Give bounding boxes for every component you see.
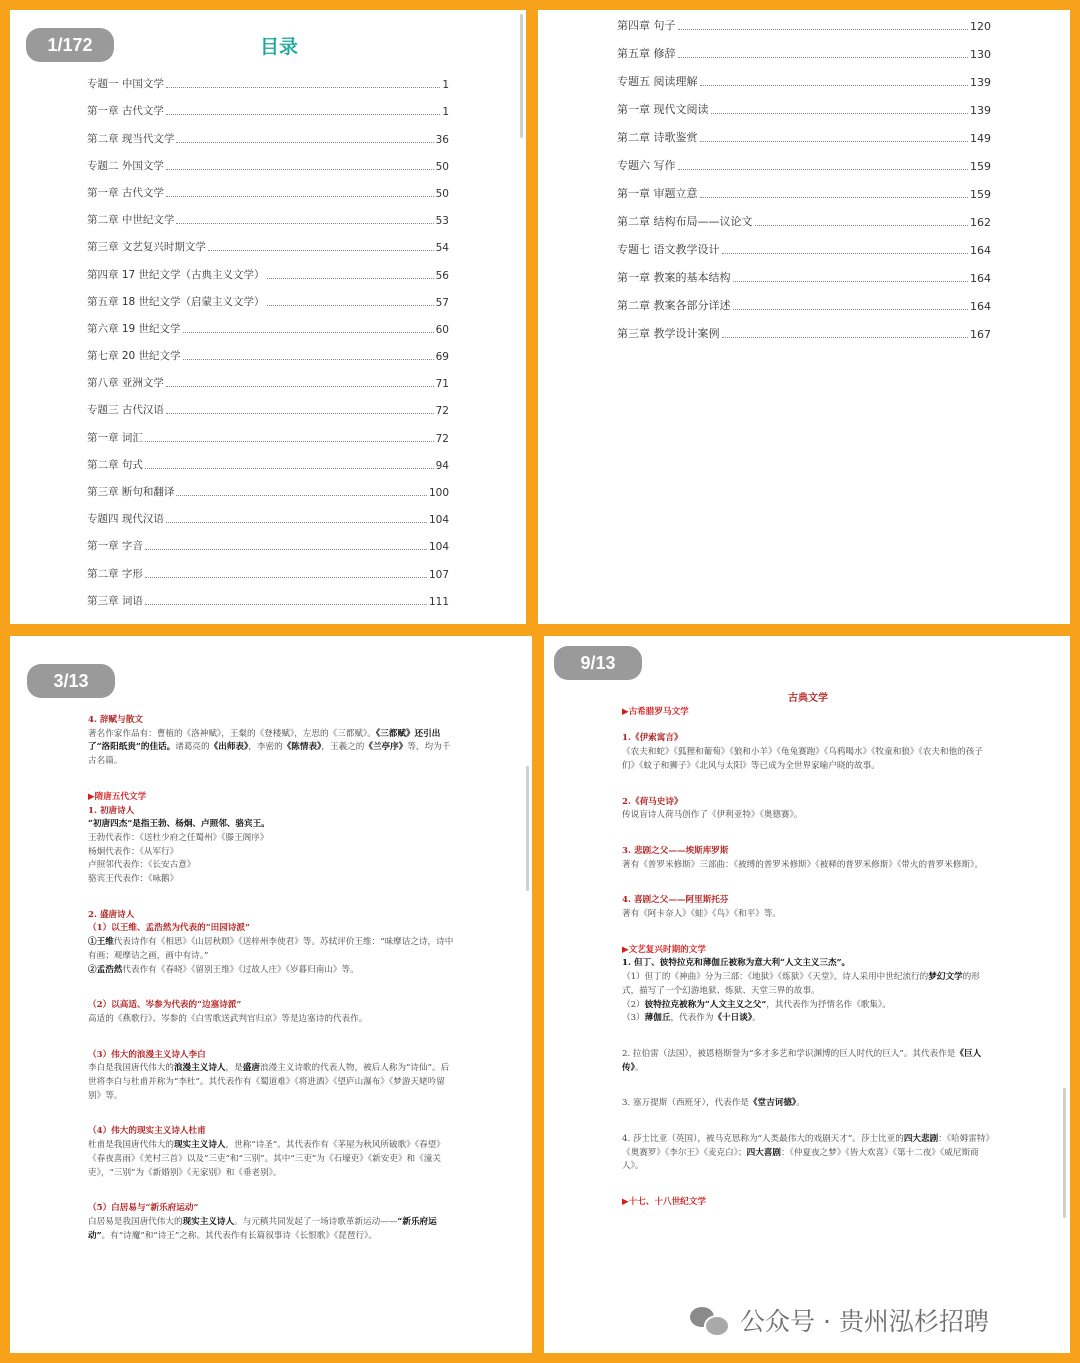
toc-entry-page: 57 xyxy=(435,296,449,309)
toc-entry-page: 60 xyxy=(435,323,449,336)
toc-entry-page: 139 xyxy=(970,76,991,89)
toc-entry[interactable] xyxy=(87,254,449,281)
toc-entry[interactable] xyxy=(87,309,449,336)
toc-entry[interactable] xyxy=(617,201,991,229)
toc-entry-label: 第二章 教案各部分详述 xyxy=(617,299,731,312)
toc-entry-page: 107 xyxy=(428,568,449,581)
toc-entry[interactable] xyxy=(617,33,991,61)
subsection-heading: （1）以王维、孟浩然为代表的“田园诗派” xyxy=(88,923,250,934)
toc-entry-page: 104 xyxy=(428,541,449,554)
toc-entry[interactable] xyxy=(87,553,449,580)
paragraph: 白居易是我国唐代伟大的现实主义诗人。与元稹共同发起了一场诗歌革新运动——“新乐府运动”。有“诗魔”和“诗王”之称。其代表作有长篇叙事诗《长恨歌》《琵琶行》。 xyxy=(88,1216,437,1241)
paragraph: 著名作家作品有：曹植的《洛神赋》，王粲的《登楼赋》，左思的《三都赋》。《三都赋》还引出了“洛阳纸贵”的佳话。诸葛亮的《出师表》，李密的《陈情表》，王羲之的《兰亭序》等，均为千古名篇。 xyxy=(88,728,451,767)
toc-entry-page: 164 xyxy=(970,300,991,313)
section-title: ▶隋唐五代文学 xyxy=(88,791,147,802)
section-title: ▶文艺复兴时期的文学 xyxy=(622,944,706,955)
section-title: ▶古希腊罗马文学 xyxy=(622,706,689,717)
toc-page-2 xyxy=(538,10,1070,624)
document-body xyxy=(88,714,454,1243)
section-heading: 2. 盛唐诗人 xyxy=(88,909,135,920)
dot-leader xyxy=(722,253,969,254)
page-counter-badge: 3/13 xyxy=(27,664,115,698)
toc-entry-label: 第二章 中世纪文学 xyxy=(87,214,175,227)
section-title: ▶十七、十八世纪文学 xyxy=(622,1197,706,1208)
dot-leader xyxy=(183,359,434,360)
dot-leader xyxy=(145,577,427,578)
paragraph: 4. 莎士比亚（英国），被马克思称为“人类最伟大的戏剧天才”。莎士比亚的四大悲剧：《哈姆雷特》《奥赛罗》《李尔王》《麦克白》；四大喜剧：《仲夏夜之梦》《皆大欢喜》《第十二夜》《威尼斯商人》。 xyxy=(622,1134,990,1172)
paragraph: （1）但丁的《神曲》分为三部：《地狱》《炼狱》《天堂》。诗人采用中世纪流行的梦幻文学的形式，描写了一个幻游地狱、炼狱、天堂三界的故事。 xyxy=(622,972,980,996)
toc-entry[interactable] xyxy=(87,282,449,309)
dot-leader xyxy=(700,141,969,142)
dot-leader xyxy=(166,114,440,115)
dot-leader xyxy=(166,413,434,414)
toc-entry[interactable] xyxy=(617,89,991,117)
toc-page-1 xyxy=(10,10,526,624)
paragraph: 杨炯代表作：《从军行》 xyxy=(88,846,179,857)
dot-leader xyxy=(145,604,427,605)
toc-entry-page: 100 xyxy=(428,487,449,499)
toc-entry-page: 36 xyxy=(435,133,449,146)
page-counter-badge: 1/172 xyxy=(26,28,114,62)
toc-entry-page: 50 xyxy=(435,187,449,200)
toc-entry-label: 专题七 语文教学设计 xyxy=(617,243,720,256)
toc-entry-page: 159 xyxy=(970,188,991,201)
paragraph: 《农夫和蛇》《狐狸和葡萄》《狼和小羊》《龟兔赛跑》《乌鸦喝水》《牧童和狼》《农夫和他的孩子们》《蚊子和狮子》《北风与太阳》等已成为全世界家喻户晓的故事。 xyxy=(622,747,983,771)
toc-entry-page: 71 xyxy=(435,378,449,391)
paragraph: 杜甫是我国唐代伟大的现实主义诗人，世称“诗圣”。其代表作有《茅屋为秋风所破歌》《春望》《春夜喜雨》《羌村三首》以及“三吏”和“三别”。其中“三吏”为《石壕吏》《新安吏》和《潼关吏》，“三别”为《新婚别》《无家别》和《垂老别》。 xyxy=(88,1140,445,1178)
toc-entry-label: 第一章 词汇 xyxy=(87,431,143,444)
dot-leader xyxy=(176,495,427,496)
section-heading: 1.《伊索寓言》 xyxy=(622,733,683,744)
toc-list xyxy=(87,64,449,608)
document-body xyxy=(622,692,994,1210)
paragraph: ①王维代表诗作有《相思》《山居秋暝》《送梓州李使君》等。苏轼评价王维：“味摩诘之诗，诗中有画；观摩诘之画，画中有诗。” xyxy=(88,937,454,961)
toc-entry-page: 130 xyxy=(970,48,991,61)
toc-entry-label: 专题六 写作 xyxy=(617,159,676,172)
toc-entry-label: 第一章 古代文学 xyxy=(87,105,164,118)
toc-entry-label: 专题二 外国文学 xyxy=(87,159,164,172)
toc-entry-label: 专题五 阅读理解 xyxy=(617,75,698,88)
paragraph: “初唐四杰”是指王勃、杨炯、卢照邻、骆宾王。 xyxy=(88,819,270,830)
toc-entry-label: 第三章 词语 xyxy=(87,594,143,607)
toc-entry[interactable] xyxy=(617,173,991,201)
dot-leader xyxy=(166,169,434,170)
toc-entry[interactable] xyxy=(87,363,449,390)
paragraph: 李白是我国唐代伟大的浪漫主义诗人，是盛唐浪漫主义诗歌的代表人物，被后人称为“诗仙”。后世将李白与杜甫并称为“李杜”。其代表作有《蜀道难》《将进酒》《望庐山瀑布》《梦游天姥吟留别》等。 xyxy=(88,1063,450,1101)
scrollbar[interactable] xyxy=(1063,1088,1066,1218)
document-page-9 xyxy=(544,636,1070,1353)
toc-title: 目录 xyxy=(260,36,299,58)
dot-leader xyxy=(166,87,440,88)
toc-entry[interactable] xyxy=(87,581,449,608)
toc-list xyxy=(617,10,991,341)
dot-leader xyxy=(722,337,969,338)
toc-entry[interactable] xyxy=(87,499,449,526)
toc-entry-label: 第二章 句式 xyxy=(87,458,143,471)
toc-entry[interactable] xyxy=(87,445,449,472)
page-counter-badge: 9/13 xyxy=(554,646,642,680)
toc-entry[interactable] xyxy=(87,472,449,499)
toc-entry[interactable] xyxy=(617,61,991,89)
document-title: 古典文学 xyxy=(788,693,828,704)
toc-entry[interactable] xyxy=(617,117,991,145)
toc-entry-page: 104 xyxy=(428,514,449,527)
toc-entry-page: 50 xyxy=(435,160,449,173)
toc-entry-label: 第四章 句子 xyxy=(617,19,676,32)
dot-leader xyxy=(166,386,434,387)
toc-entry-page: 164 xyxy=(970,244,991,257)
toc-entry-page: 1 xyxy=(442,79,449,92)
toc-entry-label: 第八章 亚洲文学 xyxy=(87,377,164,390)
watermark-text: 公众号 · 贵州泓杉招聘 xyxy=(740,1307,989,1336)
toc-entry-label: 专题三 古代汉语 xyxy=(87,404,164,417)
toc-entry[interactable] xyxy=(87,118,449,145)
dot-leader xyxy=(145,468,434,469)
paragraph: 传说盲诗人荷马创作了《伊利亚特》《奥德赛》。 xyxy=(622,810,803,821)
toc-entry[interactable] xyxy=(617,229,991,257)
toc-entry-label: 第三章 教学设计案例 xyxy=(617,327,720,340)
paragraph: 骆宾王代表作：《咏鹅》 xyxy=(88,874,179,885)
scrollbar[interactable] xyxy=(520,14,523,138)
dot-leader xyxy=(755,225,969,226)
toc-entry-label: 第一章 古代文学 xyxy=(87,186,164,199)
toc-entry-page: 167 xyxy=(970,328,991,341)
paragraph: ②孟浩然代表作有《春晓》《留别王维》《过故人庄》《岁暮归南山》等。 xyxy=(88,964,359,975)
dot-leader xyxy=(145,549,427,550)
toc-entry-page: 164 xyxy=(970,272,991,285)
toc-entry-page: 1 xyxy=(442,106,449,119)
toc-entry-page: 139 xyxy=(970,104,991,117)
toc-entry[interactable] xyxy=(87,200,449,227)
dot-leader xyxy=(267,305,434,306)
paragraph: 3. 塞万提斯（西班牙），代表作是《堂吉诃德》。 xyxy=(622,1098,805,1109)
section-heading: 2.《荷马史诗》 xyxy=(622,796,683,807)
dot-leader xyxy=(733,309,969,310)
section-heading: 4. 喜剧之父——阿里斯托芬 xyxy=(622,895,729,906)
subsection-heading: （4）伟大的现实主义诗人杜甫 xyxy=(88,1126,206,1137)
toc-entry-page: 56 xyxy=(435,269,449,282)
paragraph: 2. 拉伯雷（法国），被恩格斯誉为“多才多艺和学识渊博的巨人时代的巨人”。其代表作是《巨人传》。 xyxy=(622,1048,982,1073)
toc-entry[interactable] xyxy=(617,285,991,313)
toc-entry[interactable] xyxy=(87,390,449,417)
toc-entry[interactable] xyxy=(87,91,449,118)
toc-entry[interactable] xyxy=(87,336,449,363)
toc-entry[interactable] xyxy=(617,10,991,33)
paragraph: 高适的《燕歌行》、岑参的《白雪歌送武判官归京》等是边塞诗的代表作。 xyxy=(88,1013,368,1024)
dot-leader xyxy=(166,196,434,197)
dot-leader xyxy=(145,441,434,442)
paragraph: 著有《普罗米修斯》三部曲：《被缚的普罗米修斯》《被释的普罗米修斯》《带火的普罗米修斯》。 xyxy=(622,859,983,870)
toc-entry-label: 第一章 现代文阅读 xyxy=(617,103,709,116)
toc-entry-label: 第四章 17 世纪文学（古典主义文学） xyxy=(87,268,265,281)
dot-leader xyxy=(678,29,969,30)
toc-entry[interactable] xyxy=(87,526,449,553)
toc-entry-page: 159 xyxy=(970,160,991,173)
toc-entry-label: 第二章 结构布局——议论文 xyxy=(617,215,753,228)
toc-entry-label: 第五章 修辞 xyxy=(617,47,676,60)
toc-entry-label: 第一章 教案的基本结构 xyxy=(617,271,731,284)
toc-entry-page: 54 xyxy=(435,242,449,255)
section-heading: 1. 但丁、彼特拉克和薄伽丘被称为意大利“人文主义三杰”。 xyxy=(622,958,851,969)
paragraph: 王勃代表作：《送杜少府之任蜀州》《滕王阁序》 xyxy=(88,832,269,843)
toc-entry-page: 162 xyxy=(970,216,991,229)
toc-entry[interactable] xyxy=(87,64,449,91)
wechat-icon xyxy=(690,1305,730,1335)
toc-entry[interactable] xyxy=(617,313,991,341)
section-heading: 1. 初唐诗人 xyxy=(88,805,135,816)
toc-entry-page: 69 xyxy=(435,351,449,364)
document-page-3 xyxy=(10,636,532,1353)
toc-entry[interactable] xyxy=(87,173,449,200)
dot-leader xyxy=(176,223,433,224)
toc-entry-label: 第五章 18 世纪文学（启蒙主义文学） xyxy=(87,295,265,308)
toc-entry-label: 第三章 文艺复兴时期文学 xyxy=(87,241,206,254)
section-heading: 4. 辞赋与散文 xyxy=(88,715,143,725)
dot-leader xyxy=(678,169,969,170)
subsection-heading: （2）以高适、岑参为代表的“边塞诗派” xyxy=(88,1000,242,1011)
toc-entry-label: 第一章 审题立意 xyxy=(617,187,698,200)
toc-entry[interactable] xyxy=(87,146,449,173)
dot-leader xyxy=(711,113,969,114)
dot-leader xyxy=(176,142,433,143)
subsection-heading: （5）白居易与“新乐府运动” xyxy=(88,1203,199,1214)
toc-entry-label: 第一章 字音 xyxy=(87,540,143,553)
dot-leader xyxy=(733,281,969,282)
toc-entry-label: 第三章 断句和翻译 xyxy=(87,486,175,498)
toc-entry[interactable] xyxy=(87,227,449,254)
toc-entry-page: 94 xyxy=(435,459,449,472)
paragraph: 卢照邻代表作：《长安古意》 xyxy=(88,860,196,871)
toc-entry-page: 111 xyxy=(428,595,449,608)
dot-leader xyxy=(700,197,969,198)
dot-leader xyxy=(166,522,427,523)
toc-entry[interactable] xyxy=(87,417,449,444)
paragraph: （2）彼特拉克被称为“人文主义之父”，其代表作为抒情名作《歌集》。 xyxy=(622,999,891,1010)
dot-leader xyxy=(208,250,434,251)
toc-entry-page: 72 xyxy=(435,405,449,418)
toc-entry[interactable] xyxy=(617,257,991,285)
toc-entry-label: 第二章 现当代文学 xyxy=(87,132,175,145)
section-heading: 3. 悲剧之父——埃斯库罗斯 xyxy=(622,845,729,856)
toc-entry-page: 72 xyxy=(435,432,449,445)
toc-entry-page: 149 xyxy=(970,132,991,145)
subsection-heading: （3）伟大的浪漫主义诗人李白 xyxy=(88,1049,206,1060)
toc-entry-label: 第二章 诗歌鉴赏 xyxy=(617,131,698,144)
toc-entry-label: 第二章 字形 xyxy=(87,567,143,580)
toc-entry-page: 53 xyxy=(435,215,449,228)
watermark xyxy=(690,1302,989,1338)
dot-leader xyxy=(678,57,969,58)
toc-entry-label: 专题一 中国文学 xyxy=(87,78,164,91)
paragraph: （3）薄伽丘，代表作为《十日谈》。 xyxy=(622,1013,761,1024)
paragraph: 著有《阿卡奈人》《蛙》《鸟》《和平》等。 xyxy=(622,909,781,920)
toc-entry-page: 120 xyxy=(970,20,991,33)
scrollbar[interactable] xyxy=(526,766,529,891)
dot-leader xyxy=(267,278,434,279)
toc-entry[interactable] xyxy=(617,145,991,173)
toc-entry-label: 专题四 现代汉语 xyxy=(87,513,164,526)
toc-entry-label: 第七章 20 世纪文学 xyxy=(87,350,181,363)
toc-entry-label: 第六章 19 世纪文学 xyxy=(87,322,181,335)
dot-leader xyxy=(183,332,434,333)
dot-leader xyxy=(700,85,969,86)
